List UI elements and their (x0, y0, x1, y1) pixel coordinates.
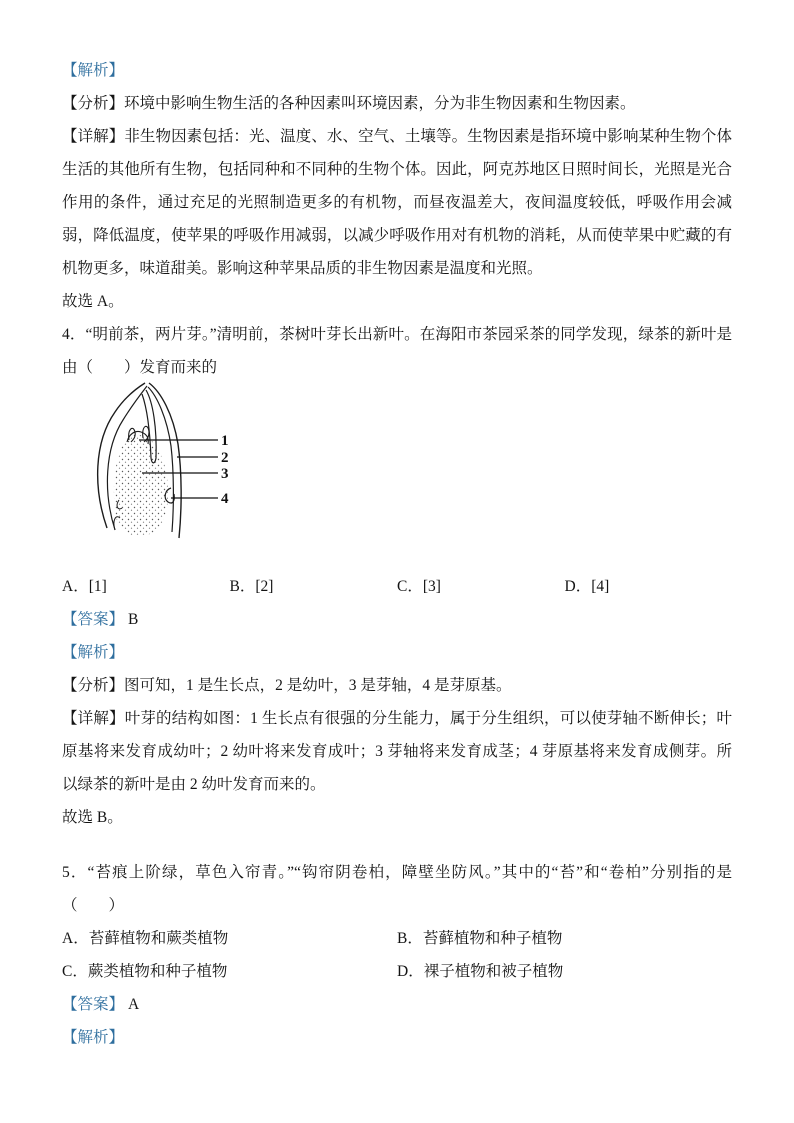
figure-label-1: 1 (221, 433, 229, 449)
q5-option-c: C．蕨类植物和种子植物 (62, 963, 228, 980)
q3-jiexi-marker (62, 54, 732, 87)
q4-options-row (62, 570, 732, 603)
q4-xiangjie-paragraph: 【详解】叶芽的结构如图：1 生长点有很强的分生能力，属于分生组织，可以使芽轴不断伸长；叶原基将来发育成幼叶；2 幼叶将来发育成叶；3 芽轴将来发育成茎；4 芽原基将来发育成侧芽。所以绿茶的新叶是由 2 幼叶发育而来的。 (62, 710, 732, 793)
answer-label: 【答案】 (62, 611, 125, 628)
jiexi-label: 【解析】 (62, 62, 125, 79)
q4-answer-line (62, 603, 732, 636)
q5-jiexi-marker (62, 1021, 732, 1054)
q4-option-d: D．[4] (564, 578, 610, 595)
q4-option-c: C．[3] (397, 578, 441, 595)
jiexi-label: 【解析】 (62, 644, 125, 661)
q4-stem: 4．“明前茶，两片芽。”清明前，茶树叶芽长出新叶。在海阳市茶园采茶的同学发现，绿茶的新叶是由（ ）发育而来的 (62, 326, 732, 376)
q5-stem: 5．“苔痕上阶绿，草色入帘青。”“钩帘阴卷柏，障壁坐防风。”其中的“苔”和“卷柏”分别指的是（ ） (62, 864, 732, 914)
figure-label-4: 4 (221, 491, 229, 507)
q4-answer-choice-line: 故选 B。 (62, 809, 123, 826)
bud-axis-stipple (114, 435, 168, 537)
q5-options-grid (62, 922, 732, 988)
q4-option-b: B．[2] (229, 578, 274, 595)
q4-option-a: A．[1] (62, 578, 107, 595)
q5-option-d: D．裸子植物和被子植物 (397, 963, 564, 980)
leaf-bud-diagram (85, 380, 235, 542)
q4-answer-value: B (128, 611, 139, 628)
q5-answer-line (62, 988, 732, 1021)
q3-xiangjie-paragraph: 【详解】非生物因素包括：光、温度、水、空气、土壤等。生物因素是指环境中影响某种生物个体生活的其他所有生物，包括同种和不同种的生物个体。因此，阿克苏地区日照时间长，光照是光合作用的条件，通过充足的光照制造更多的有机物，而昼夜温差大，夜间温度较低，呼吸作用会减弱，降低温度，使苹果的呼吸作用减弱，以减少呼吸作用对有机物的消耗，从而使苹果中贮藏的有机物更多，味道甜美。影响这种苹果品质的非生物因素是温度和光照。 (62, 128, 732, 277)
q5-option-b: B．苔藓植物和种子植物 (397, 930, 563, 947)
leaf-bud-figure (85, 380, 235, 542)
answer-label: 【答案】 (62, 996, 125, 1013)
q3-fenxi-line: 【分析】环境中影响生物生活的各种因素叫环境因素，分为非生物因素和生物因素。 (62, 95, 636, 112)
q5-answer-value: A (128, 996, 140, 1013)
q5-block (62, 856, 732, 1054)
q5-option-a: A．苔藓植物和蕨类植物 (62, 930, 229, 947)
jiexi-label: 【解析】 (62, 1029, 125, 1046)
q4-fenxi-line: 【分析】图可知，1 是生长点，2 是幼叶，3 是芽轴，4 是芽原基。 (62, 677, 512, 694)
q3-answer-choice-line: 故选 A。 (62, 293, 124, 310)
q4-jiexi-marker (62, 636, 732, 669)
figure-label-2: 2 (221, 450, 229, 466)
figure-label-3: 3 (221, 466, 229, 482)
